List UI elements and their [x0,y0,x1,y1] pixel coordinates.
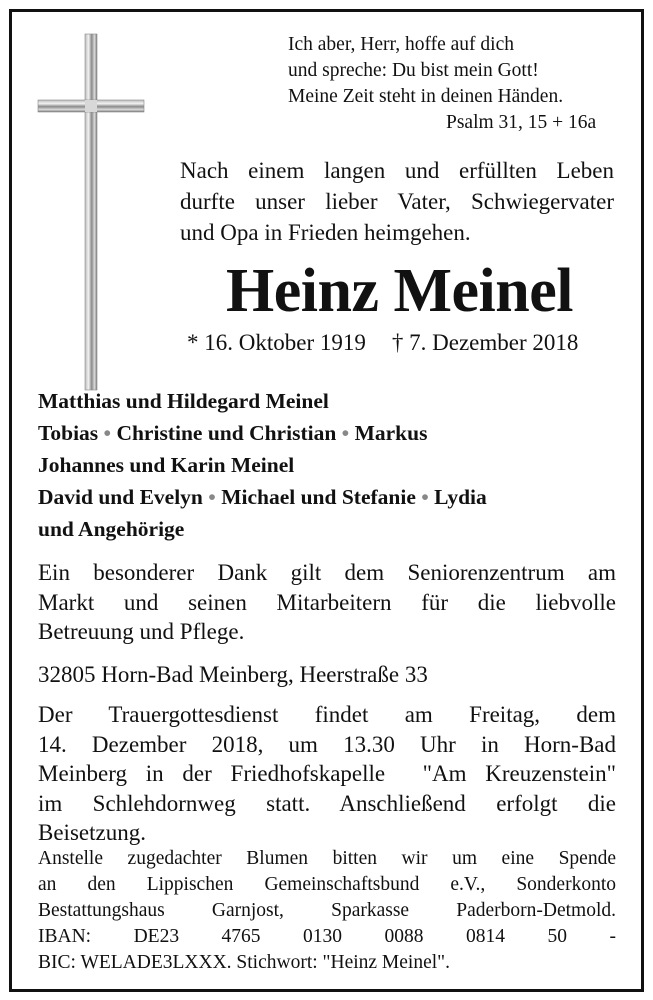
thanks-line: Betreuung und Pflege. [38,619,245,644]
service-line: Der Trauergottesdienst findet am Freitag, dem [38,702,616,727]
donation-line: IBAN: DE23 4765 0130 0088 0814 50 - [38,926,616,947]
family-line: und Angehörige [38,517,185,541]
donation-line: Bestattungshaus Garnjost, Sparkasse Paderborn-Detmold. [38,900,616,921]
family-line [38,481,487,513]
donation-line: Anstelle zugedachter Blumen bitten wir um eine Spende [38,848,616,869]
family-member: Markus [354,421,428,445]
thanks-line: Markt und seinen Mitarbeitern für die liebvolle [38,589,616,615]
intro-line: Nach einem langen und erfüllten Leben [180,158,614,183]
family-member: David und Evelyn [38,485,203,509]
bullet-separator: • [103,421,112,445]
death-date: † 7. Dezember 2018 [391,330,579,355]
donation-paragraph [38,846,616,976]
bullet-separator: • [341,421,350,445]
service-line: im Schlehdornweg statt. Anschließend erfolgt die [38,790,616,816]
family-member: Lydia [434,485,487,509]
donation-line: an den Lippischen Gemeinschaftsbund e.V., Sonderkonto [38,874,616,895]
service-paragraph [38,700,616,848]
intro-line: durfte unser lieber Vater, Schwiegervater [180,189,614,214]
family-member: Christine und Christian [116,421,337,445]
intro-line: und Opa in Frieden heimgehen. [180,220,471,245]
family-member: Michael und Stefanie [221,485,416,509]
thanks-paragraph [38,558,616,647]
bullet-separator: • [208,485,216,509]
psalm-line: Meine Zeit steht in deinen Händen. [288,86,564,107]
psalm-reference: Psalm 31, 15 + 16a [446,112,597,133]
service-line: Meinberg in der Friedhofskapelle "Am Kreuzenstein" [38,761,616,786]
family-line: Matthias und Hildegard Meinel [38,389,329,413]
psalm-quote [288,32,563,110]
cross-icon [36,32,146,392]
psalm-line: und spreche: Du bist mein Gott! [288,60,539,81]
service-line: 14. Dezember 2018, um 13.30 Uhr in Horn-Bad [38,731,616,757]
birth-date: * 16. Oktober 1919 [187,330,366,355]
family-list [38,385,487,545]
bullet-separator: • [421,485,429,509]
address-line: 32805 Horn-Bad Meinberg, Heerstraße 33 [38,662,428,687]
thanks-line: Ein besonderer Dank gilt dem Seniorenzentrum am [38,560,616,585]
service-line: Beisetzung. [38,820,146,845]
address [38,660,616,690]
family-line [38,417,487,449]
psalm-line: Ich aber, Herr, hoffe auf dich [288,34,515,55]
deceased-name: Heinz Meinel [226,257,573,325]
donation-line: BIC: WELADE3LXXX. Stichwort: "Heinz Meinel". [38,952,450,973]
intro-text [180,155,614,248]
family-member: Tobias [38,421,99,445]
family-line: Johannes und Karin Meinel [38,453,295,477]
life-dates [187,330,578,356]
